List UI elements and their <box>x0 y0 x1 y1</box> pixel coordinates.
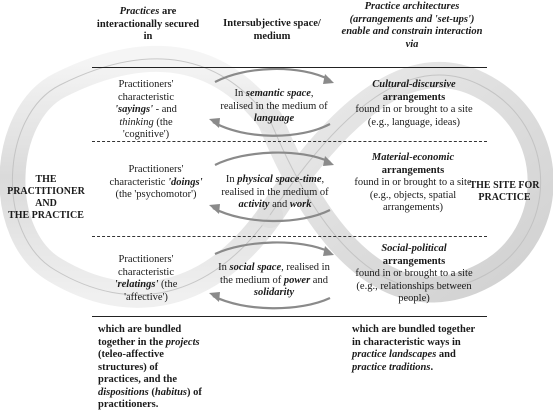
header-practices-rest: are interactionally secured in <box>96 6 200 42</box>
label-practitioner-line3: THE PRACTICE <box>8 210 84 221</box>
row3-arrangement-social-political: Social-political arrangements found in or brought to a site (e.g., relationships between people) <box>355 243 473 304</box>
row1-medium-semantic-space: In semantic space, realised in the medium of language <box>220 88 328 124</box>
row2-arrangement-material-economic: Material-economic arrangements found in or brought to a site (e.g., objects, spatial arrangements) <box>354 152 472 213</box>
header-practice-architectures-text: Practice architectures (arrangements and 'set-ups') enable and constrain interaction via <box>341 1 483 50</box>
row1-arrangement-cultural-discursive: Cultural-discursive arrangements found in or brought to a site (e.g., language, ideas) <box>355 79 473 128</box>
header-intersubjective-space: Intersubjective space/ medium <box>223 18 321 42</box>
row3-medium-social-space: In social space, realised in the medium of power and solidarity <box>218 262 330 298</box>
rule-bottom <box>92 316 487 317</box>
row2-medium-physical-space-time: In physical space-time, realised in the medium of activity and work <box>221 174 329 210</box>
footer-right-landscapes-traditions: which are bundled together in characteristic ways in practice landscapes and practice traditions. <box>352 324 475 373</box>
header-practice-architectures <box>338 1 486 51</box>
row2-practitioner-doings: Practitioners' characteristic 'doings' (the 'psychomotor') <box>109 164 203 200</box>
label-practitioner-and-practice <box>0 174 92 222</box>
footer-left-projects-dispositions: which are bundled together in the projects (teleo-affective structures) of practices, and the dispositions (habitus) of practitioners. <box>98 324 202 410</box>
header-practices-italic: Practices <box>119 6 160 17</box>
label-practitioner-line1: THE PRACTITIONER <box>7 174 85 197</box>
row3-practitioner-relatings: Practitioners' characteristic 'relatings' (the 'affective') <box>114 254 178 303</box>
rule-top <box>92 67 487 68</box>
label-site-line2: PRACTICE <box>478 192 531 203</box>
label-practitioner-line2: AND <box>35 198 57 209</box>
header-practices <box>92 6 204 44</box>
dashed-divider-2 <box>92 236 487 237</box>
row1-practitioner-sayings: Practitioners' characteristic 'sayings' - and thinking (the 'cognitive') <box>115 79 177 140</box>
label-site-line1: THE SITE FOR <box>469 180 540 191</box>
